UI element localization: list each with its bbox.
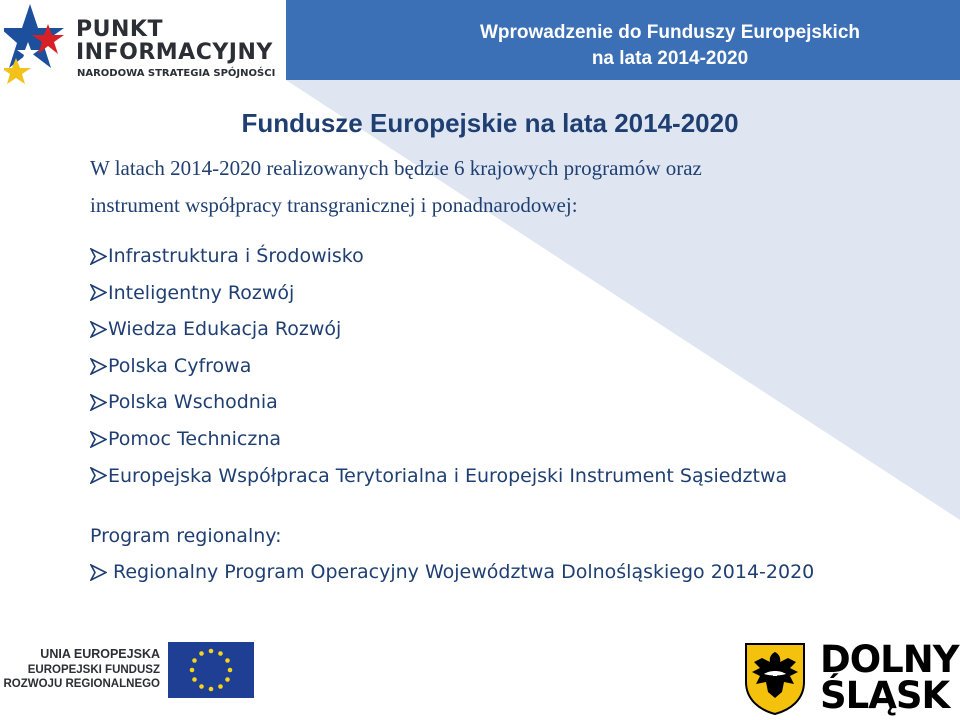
- list-item: [90, 458, 787, 495]
- logo-line1: PUNKT: [76, 17, 163, 42]
- header-title: [420, 20, 920, 72]
- region-line2: ŚLĄSK: [820, 674, 950, 717]
- regional-program-label: Regionalny Program Operacyjny Województwa Dolnośląskiego 2014-2020: [113, 561, 815, 583]
- region-line1: DOLNY: [820, 638, 959, 681]
- slide-title: Fundusze Europejskie na lata 2014-2020: [241, 108, 739, 138]
- list-item: [90, 421, 787, 458]
- program-label: Infrastruktura i Środowisko: [108, 245, 364, 267]
- program-label: Polska Cyfrowa: [108, 354, 252, 377]
- header-title-line1: Wprowadzenie do Funduszy Europejskich: [479, 22, 861, 43]
- logo-line3: NARODOWA STRATEGIA SPÓJNOŚCI: [77, 68, 276, 79]
- list-item: [90, 348, 787, 385]
- intro-line2: instrument współpracy transgranicznej i ponadnarodowej:: [90, 193, 578, 217]
- eu-line2: EUROPEJSKI FUNDUSZ: [27, 664, 160, 676]
- punkt-informacyjny-logo: [0, 0, 276, 88]
- eu-regional-fund-logo: [0, 626, 290, 720]
- arrow-bullet-icon: [90, 321, 107, 338]
- logo-line2: INFORMACYJNY: [76, 40, 273, 65]
- program-label: Inteligentny Rozwój: [108, 281, 295, 304]
- list-item: [90, 384, 787, 421]
- national-programs-list: [90, 238, 787, 494]
- intro-text: [90, 150, 850, 224]
- arrow-bullet-icon: [90, 467, 107, 484]
- arrow-bullet-icon: [90, 248, 107, 265]
- regional-heading: Program regionalny:: [90, 525, 282, 547]
- eagle-crest-icon: [744, 642, 806, 716]
- list-item: [90, 275, 787, 312]
- arrow-bullet-icon: [90, 284, 107, 301]
- program-label: Polska Wschodnia: [108, 391, 278, 414]
- eu-line1: UNIA EUROPEJSKA: [40, 647, 160, 661]
- arrow-bullet-icon: [90, 394, 107, 411]
- program-label: Pomoc Techniczna: [108, 427, 282, 450]
- list-item: [90, 311, 787, 348]
- program-label: Wiedza Edukacja Rozwój: [108, 318, 342, 341]
- list-item: [90, 238, 787, 275]
- program-label: Europejska Współpraca Terytorialna i Europejski Instrument Sąsiedztwa: [108, 464, 788, 487]
- regional-program-item: [90, 554, 814, 590]
- arrow-bullet-icon: [90, 564, 107, 581]
- intro-line1: W latach 2014-2020 realizowanych będzie 6 krajowych programów oraz: [90, 156, 702, 180]
- dolny-slask-logo: [738, 638, 960, 720]
- header-title-line2: na lata 2014-2020: [591, 48, 749, 69]
- punkt-star-icon: [4, 2, 72, 84]
- arrow-bullet-icon: [90, 431, 107, 448]
- arrow-bullet-icon: [90, 358, 107, 375]
- eu-line3: ROZWOJU REGIONALNEGO: [3, 678, 160, 690]
- eu-flag-icon: [168, 642, 254, 698]
